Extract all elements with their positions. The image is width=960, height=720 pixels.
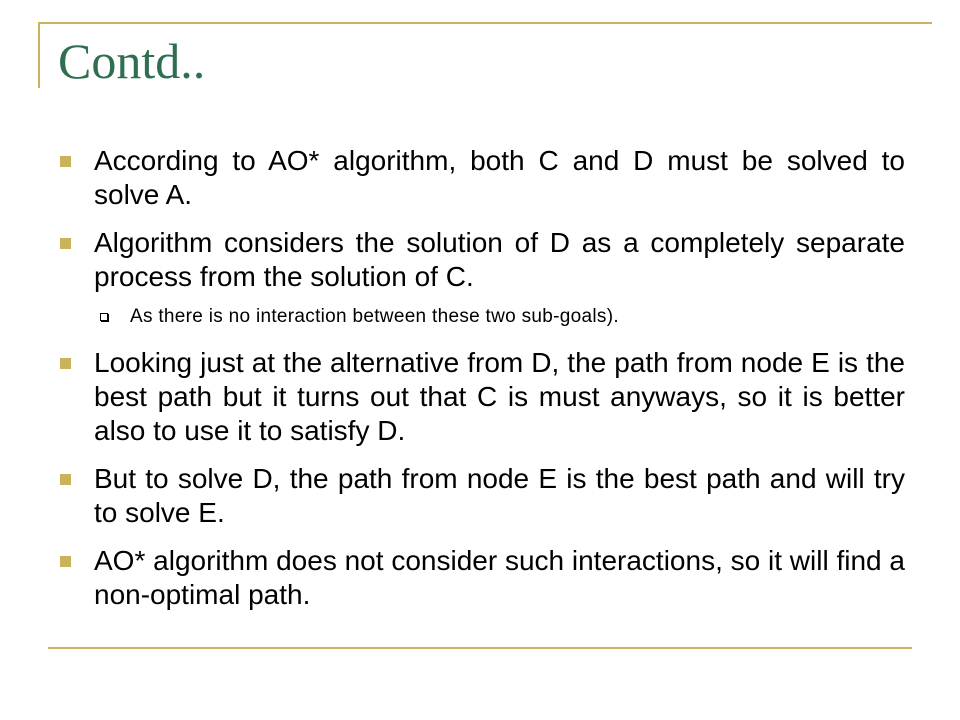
square-bullet-icon — [60, 238, 71, 249]
slide-title: Contd.. — [58, 33, 206, 89]
hollow-square-bullet-icon — [100, 313, 108, 321]
bullet-item-1 — [60, 144, 905, 212]
bullet-item-4 — [60, 462, 905, 530]
bullet-list — [60, 144, 905, 626]
bullet-text: AO* algorithm does not consider such interactions, so it will find a non-optimal path. — [94, 545, 905, 610]
bullet-item-3 — [60, 346, 905, 448]
bullet-item-5 — [60, 544, 905, 612]
square-bullet-icon — [60, 556, 71, 567]
bullet-text: Looking just at the alternative from D, the path from node E is the best path but it turns out that C is must anyways, so it is better also to use it to satisfy D. — [94, 347, 905, 446]
bullet-text: Algorithm considers the solution of D as a completely separate process from the solution of C. — [94, 227, 905, 292]
left-rule — [38, 22, 40, 88]
square-bullet-icon — [60, 156, 71, 167]
bullet-item-2 — [60, 226, 905, 294]
top-rule — [38, 22, 932, 24]
square-bullet-icon — [60, 358, 71, 369]
sub-bullet-item-1 — [60, 304, 905, 330]
bullet-text: But to solve D, the path from node E is the best path and will try to solve E. — [94, 463, 905, 528]
bottom-rule — [48, 647, 912, 649]
square-bullet-icon — [60, 474, 71, 485]
bullet-text: According to AO* algorithm, both C and D must be solved to solve A. — [94, 145, 905, 210]
sub-bullet-text: As there is no interaction between these two sub-goals). — [130, 306, 619, 327]
